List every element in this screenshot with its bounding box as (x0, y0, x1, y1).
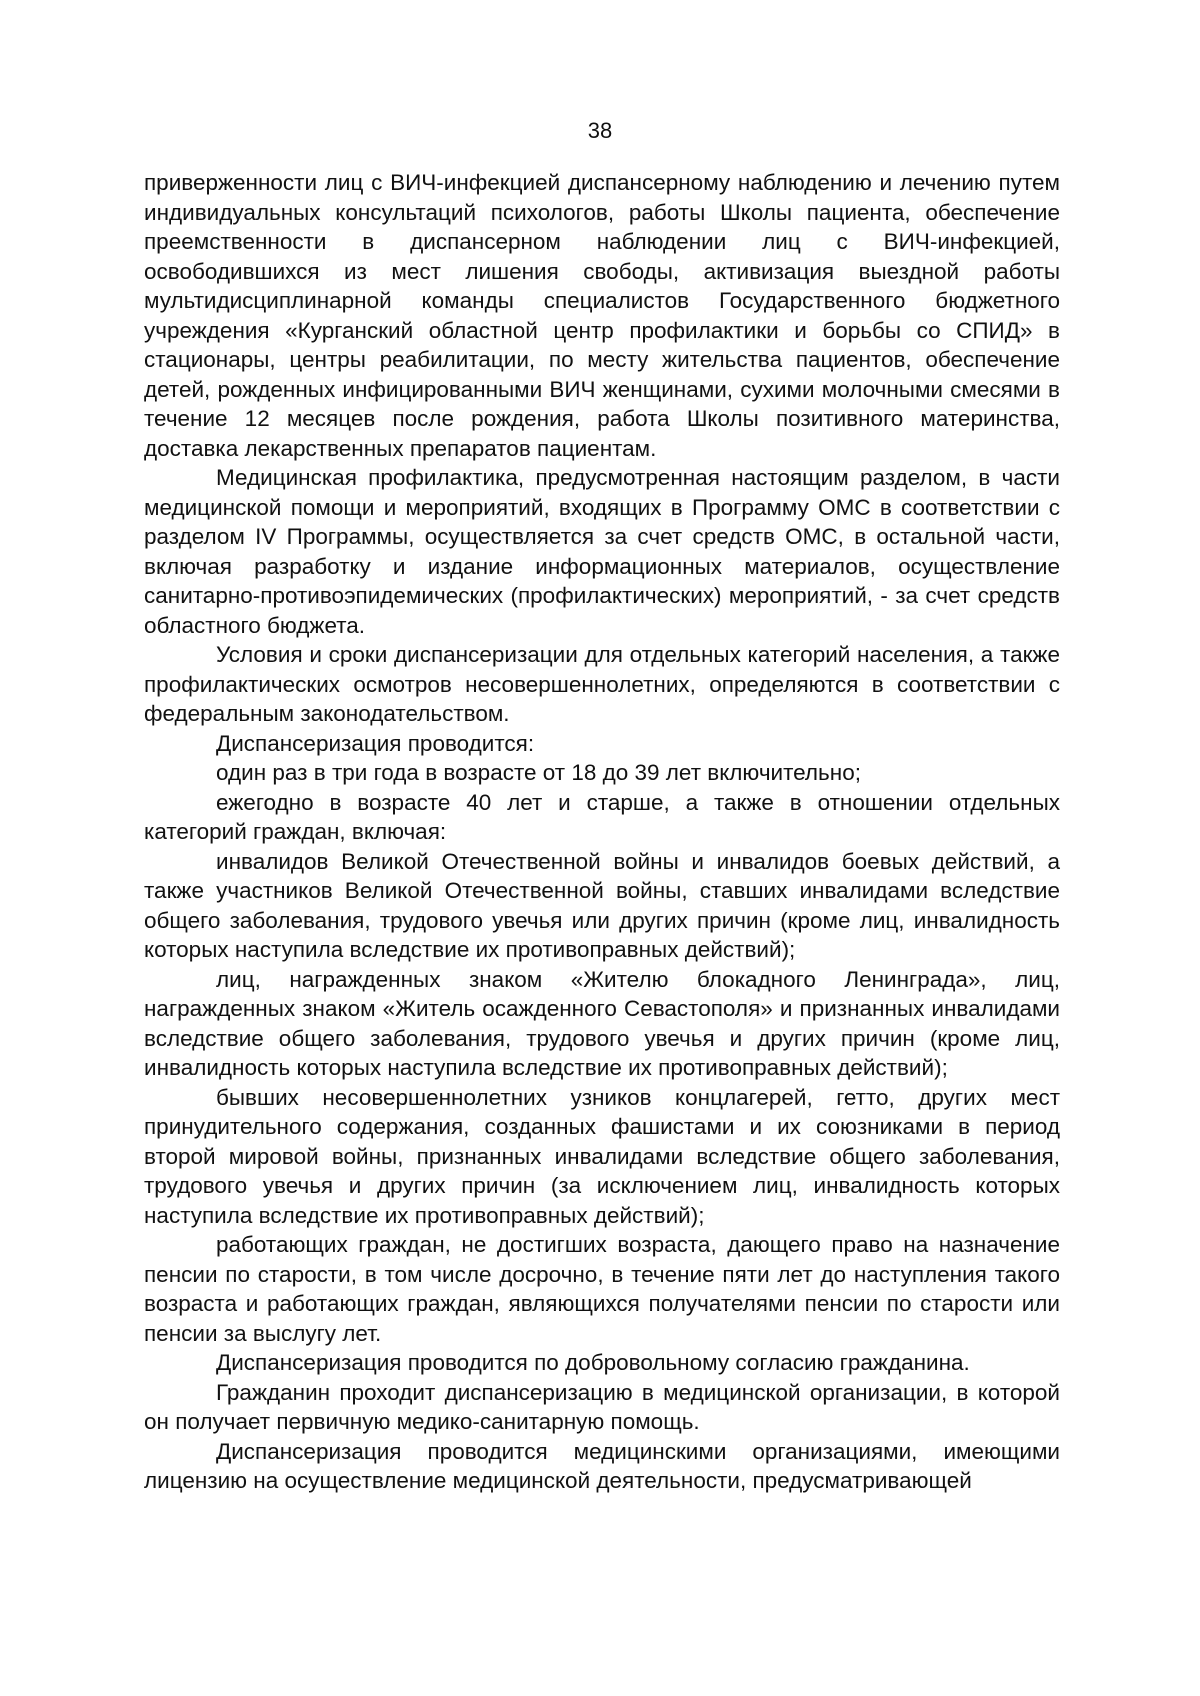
list-item-camp-prisoners: бывших несовершеннолетних узников концлагерей, гетто, других мест принудительного содержания, созданных фашистами и их союзниками в период второй мировой войны, признанных инвалидами вследствие общего заболевания, трудового увечья и других причин (за исключением лиц, инвалидность которых наступила вследствие их противоправных действий); (144, 1084, 1060, 1228)
list-item-war-invalids: инвалидов Великой Отечественной войны и инвалидов боевых действий, а также участников Великой Отечественной войны, ставших инвалидами вследствие общего заболевания, трудового увечья или других причин (кроме лиц, инвалидность которых наступила вследствие их противоправных действий); (144, 848, 1060, 962)
list-item-leningrad-sevastopol: лиц, награжденных знаком «Жителю блокадного Ленинграда», лиц, награжденных знаком «Житель осажденного Севастополя» и признанных инвалидами вследствие общего заболевания, трудового увечья и других причин (кроме лиц, инвалидность которых наступила вследствие их противоправных действий); (144, 966, 1060, 1080)
paragraph-dispensary-conditions: Условия и сроки диспансеризации для отдельных категорий населения, а также профилактических осмотров несовершеннолетних, определяются в соответствии с федеральным законодательством. (144, 642, 1060, 726)
list-item-annually: ежегодно в возрасте 40 лет и старше, а также в отношении отдельных категорий граждан, включая: (144, 789, 1060, 844)
paragraph-voluntary-consent: Диспансеризация проводится по добровольному согласию гражданина. (216, 1350, 970, 1375)
document-body (144, 168, 1060, 1496)
paragraph-continued: приверженности лиц с ВИЧ-инфекцией диспансерному наблюдению и лечению путем индивидуальных консультаций психологов, работы Школы пациента, обеспечение преемственности в диспансерном наблюдении лиц с ВИЧ-инфекцией, освободившихся из мест лишения свободы, активизация выездной работы мультидисциплинарной команды специалистов Государственного бюджетного учреждения «Курганский областной центр профилактики и борьбы со СПИД» в стационары, центры реабилитации, по месту жительства пациентов, обеспечение детей, рожденных инфицированными ВИЧ женщинами, сухими молочными смесями в течение 12 месяцев после рождения, работа Школы позитивного материнства, доставка лекарственных препаратов пациентам. (144, 170, 1060, 461)
list-item-working-citizens: работающих граждан, не достигших возраста, дающего право на назначение пенсии по старости, в том числе досрочно, в течение пяти лет до наступления такого возраста и работающих граждан, являющихся получателями пенсии по старости или пенсии за выслугу лет. (144, 1232, 1060, 1346)
paragraph-dispensary-intro: Диспансеризация проводится: (216, 730, 535, 756)
list-item-every-three-years: один раз в три года в возрасте от 18 до 39 лет включительно; (216, 760, 861, 785)
paragraph-licensed-organizations: Диспансеризация проводится медицинскими организациями, имеющими лицензию на осуществление медицинской деятельности, предусматривающей (144, 1438, 1060, 1493)
paragraph-medical-organization: Гражданин проходит диспансеризацию в медицинской организации, в которой он получает первичную медико-санитарную помощь. (144, 1379, 1060, 1434)
paragraph-medical-prevention: Медицинская профилактика, предусмотренная настоящим разделом, в части медицинской помощи и мероприятий, входящих в Программу ОМС в соответствии с разделом IV Программы, осуществляется за счет средств ОМС, в остальной части, включая разработку и издание информационных материалов, осуществление санитарно-противоэпидемических (профилактических) мероприятий, - за счет средств областного бюджета. (144, 465, 1060, 638)
page-number: 38 (587, 118, 613, 143)
